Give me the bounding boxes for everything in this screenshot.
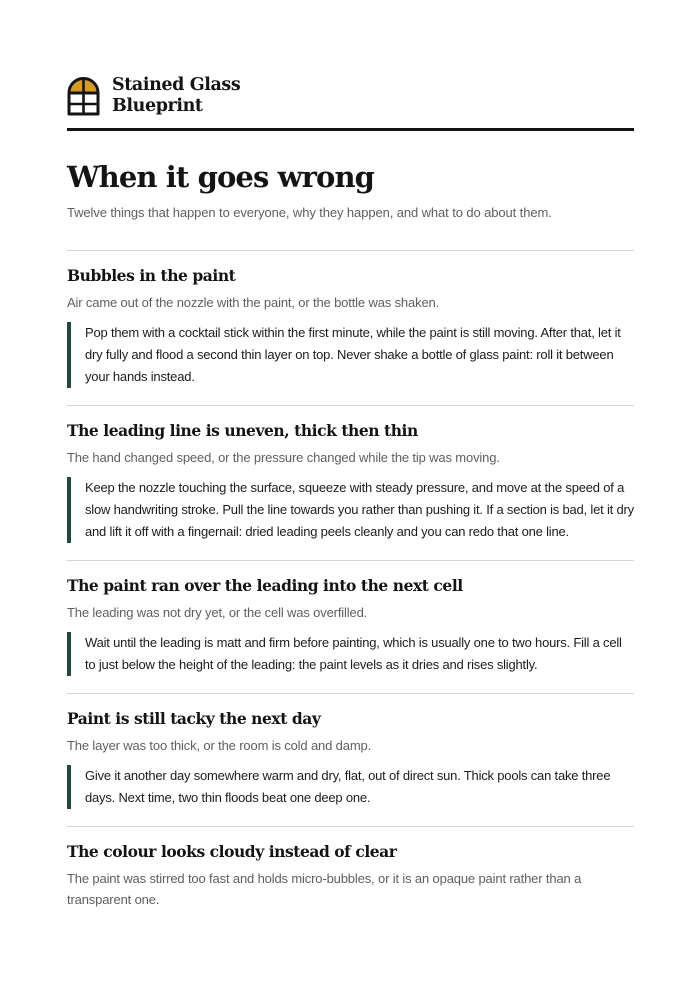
problem-title: The colour looks cloudy instead of clear: [67, 842, 397, 861]
troubleshooting-item: [67, 405, 634, 543]
problem-fix: Pop them with a cocktail stick within the first minute, while the paint is still moving. After that, let it dry fully and flood a second thin layer on top. Never shake a bottle of glass paint: roll it between your hands instead.: [67, 322, 634, 388]
arched-window-icon: [67, 76, 100, 116]
troubleshooting-item: [67, 826, 634, 910]
problem-cause: The leading was not dry yet, or the cell was overfilled.: [67, 605, 368, 620]
problem-title: Paint is still tacky the next day: [67, 709, 321, 728]
problem-cause: The hand changed speed, or the pressure changed while the tip was moving.: [67, 450, 500, 465]
troubleshooting-item: [67, 250, 634, 388]
problem-fix: Give it another day somewhere warm and dry, flat, out of direct sun. Thick pools can take three days. Next time, two thin floods beat one deep one.: [67, 765, 634, 809]
page: [67, 74, 634, 907]
problem-title: Bubbles in the paint: [67, 266, 236, 285]
brand-name-line-2: Blueprint: [112, 96, 203, 116]
page-title: When it goes wrong: [67, 160, 375, 194]
page-subtitle: Twelve things that happen to everyone, why they happen, and what to do about them.: [67, 205, 552, 220]
problem-title: The leading line is uneven, thick then thin: [67, 421, 418, 440]
troubleshooting-list: [67, 250, 634, 910]
troubleshooting-item: [67, 560, 634, 676]
problem-fix: Keep the nozzle touching the surface, squeeze with steady pressure, and move at the speed of a slow handwriting stroke. Pull the line towards you rather than pushing it. If a section is bad, let it dry and lift it off with a fingernail: dried leading peels cleanly and you can redo that one line.: [67, 477, 634, 543]
troubleshooting-item: [67, 693, 634, 809]
brand-name: [112, 75, 240, 117]
problem-title: The paint ran over the leading into the next cell: [67, 576, 463, 595]
header-rule: [67, 128, 634, 131]
problem-cause: The layer was too thick, or the room is cold and damp.: [67, 738, 372, 753]
brand-header: [67, 74, 634, 118]
problem-cause: The paint was stirred too fast and holds micro-bubbles, or it is an opaque paint rather than a transparent one.: [67, 871, 582, 907]
problem-cause: Air came out of the nozzle with the paint, or the bottle was shaken.: [67, 295, 440, 310]
brand-name-line-1: Stained Glass: [112, 75, 241, 95]
problem-fix: Wait until the leading is matt and firm before painting, which is usually one to two hours. Fill a cell to just below the height of the leading: the paint levels as it dries and rises slightly.: [67, 632, 634, 676]
